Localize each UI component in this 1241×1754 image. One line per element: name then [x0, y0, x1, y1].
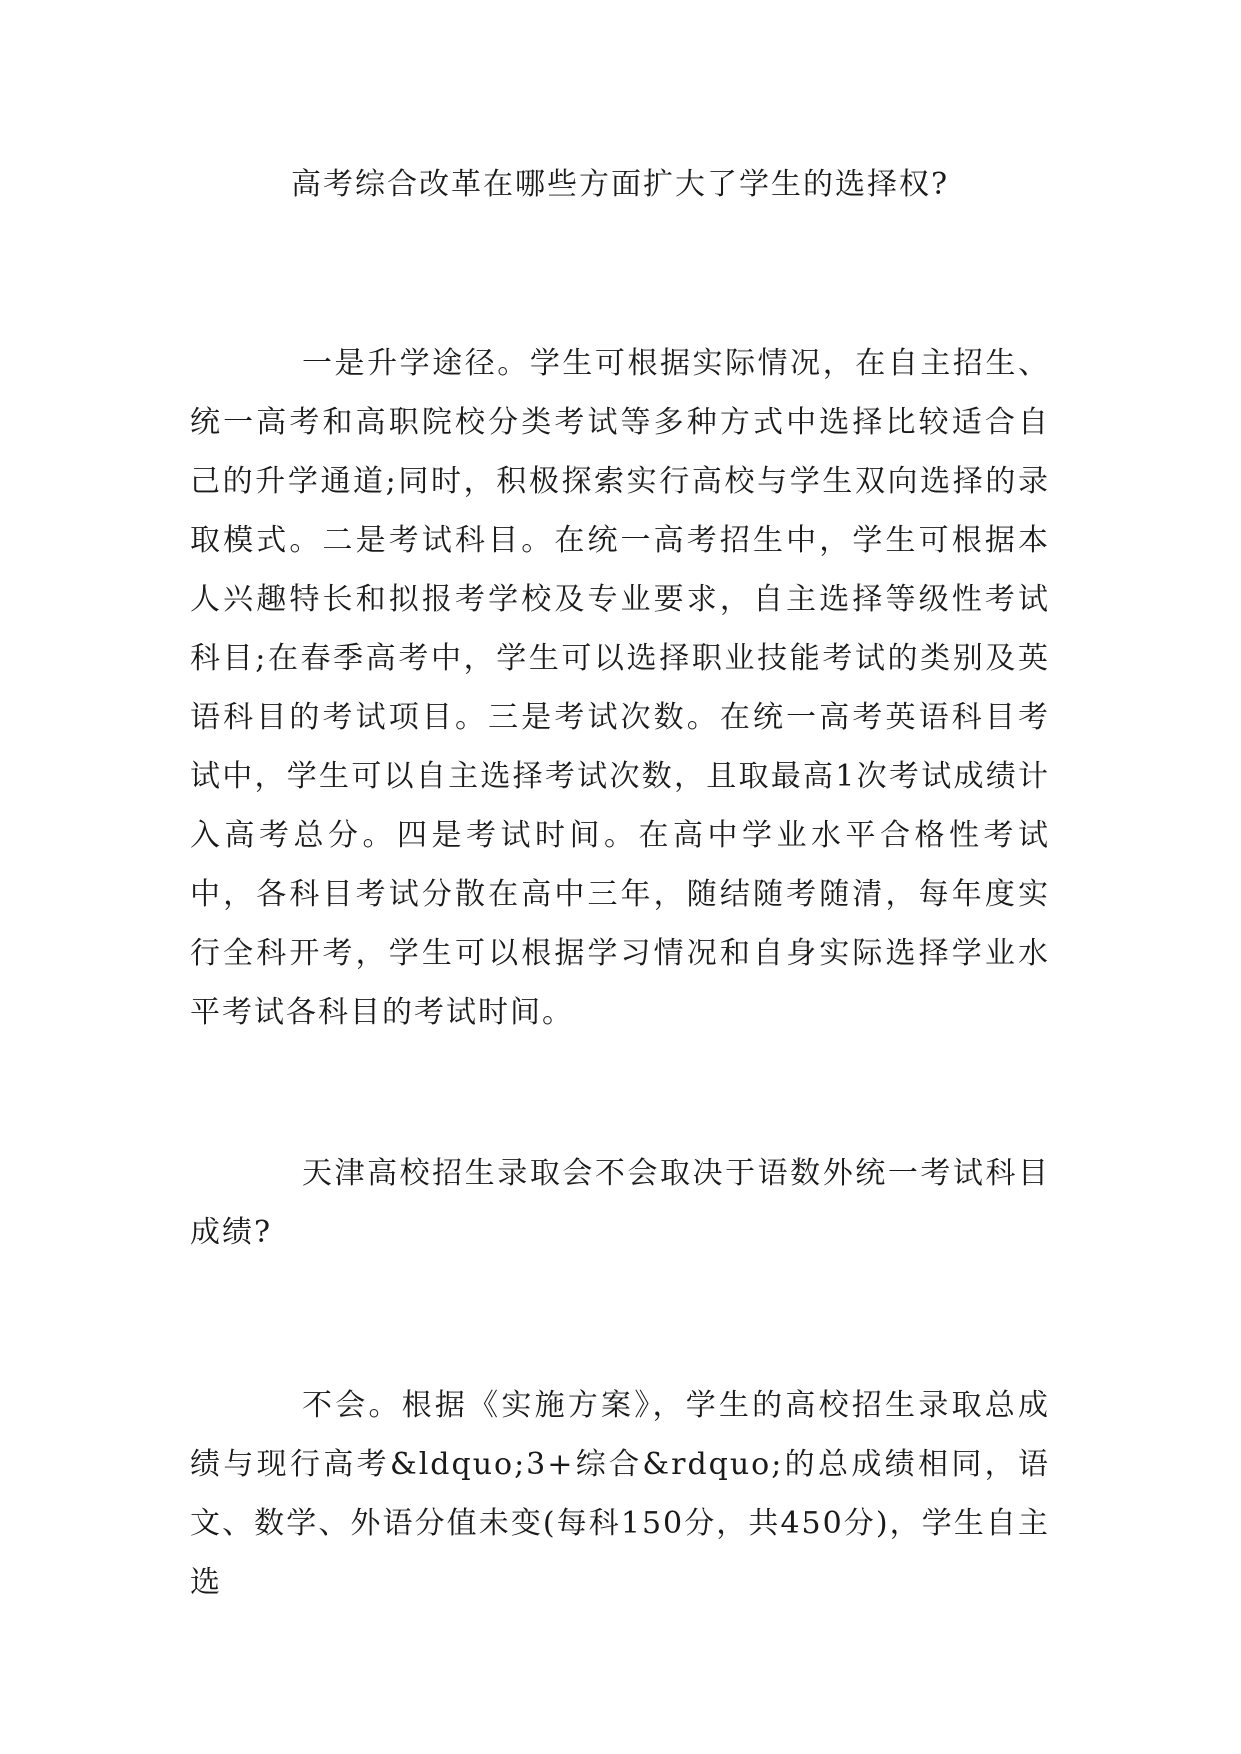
document-title: 高考综合改革在哪些方面扩大了学生的选择权? — [290, 167, 950, 202]
paragraph-answer-tianjin: 不会。根据《实施方案》，学生的高校招生录取总成绩与现行高考&ldquo;3+综合&rdquo;的总成绩相同，语文、数学、外语分值未变(每科150分，共450分)，学生自主选 — [190, 1388, 1050, 1600]
paragraph-choice-rights: 一是升学途径。学生可根据实际情况，在自主招生、统一高考和高职院校分类考试等多种方式中选择比较适合自己的升学通道;同时，积极探索实行高校与学生双向选择的录取模式。二是考试科目。在统一高考招生中，学生可根据本人兴趣特长和拟报考学校及专业要求，自主选择等级性考试科目;在春季高考中，学生可以选择职业技能考试的类别及英语科目的考试项目。三是考试次数。在统一高考英语科目考试中，学生可以自主选择考试次数，且取最高1次考试成绩计入高考总分。四是考试时间。在高中学业水平合格性考试中，各科目考试分散在高中三年，随结随考随清，每年度实行全科开考，学生可以根据学习情况和自身实际选择学业水平考试各科目的考试时间。 — [190, 346, 1050, 1030]
paragraph-question-tianjin: 天津高校招生录取会不会取决于语数外统一考试科目成绩? — [190, 1156, 1050, 1250]
